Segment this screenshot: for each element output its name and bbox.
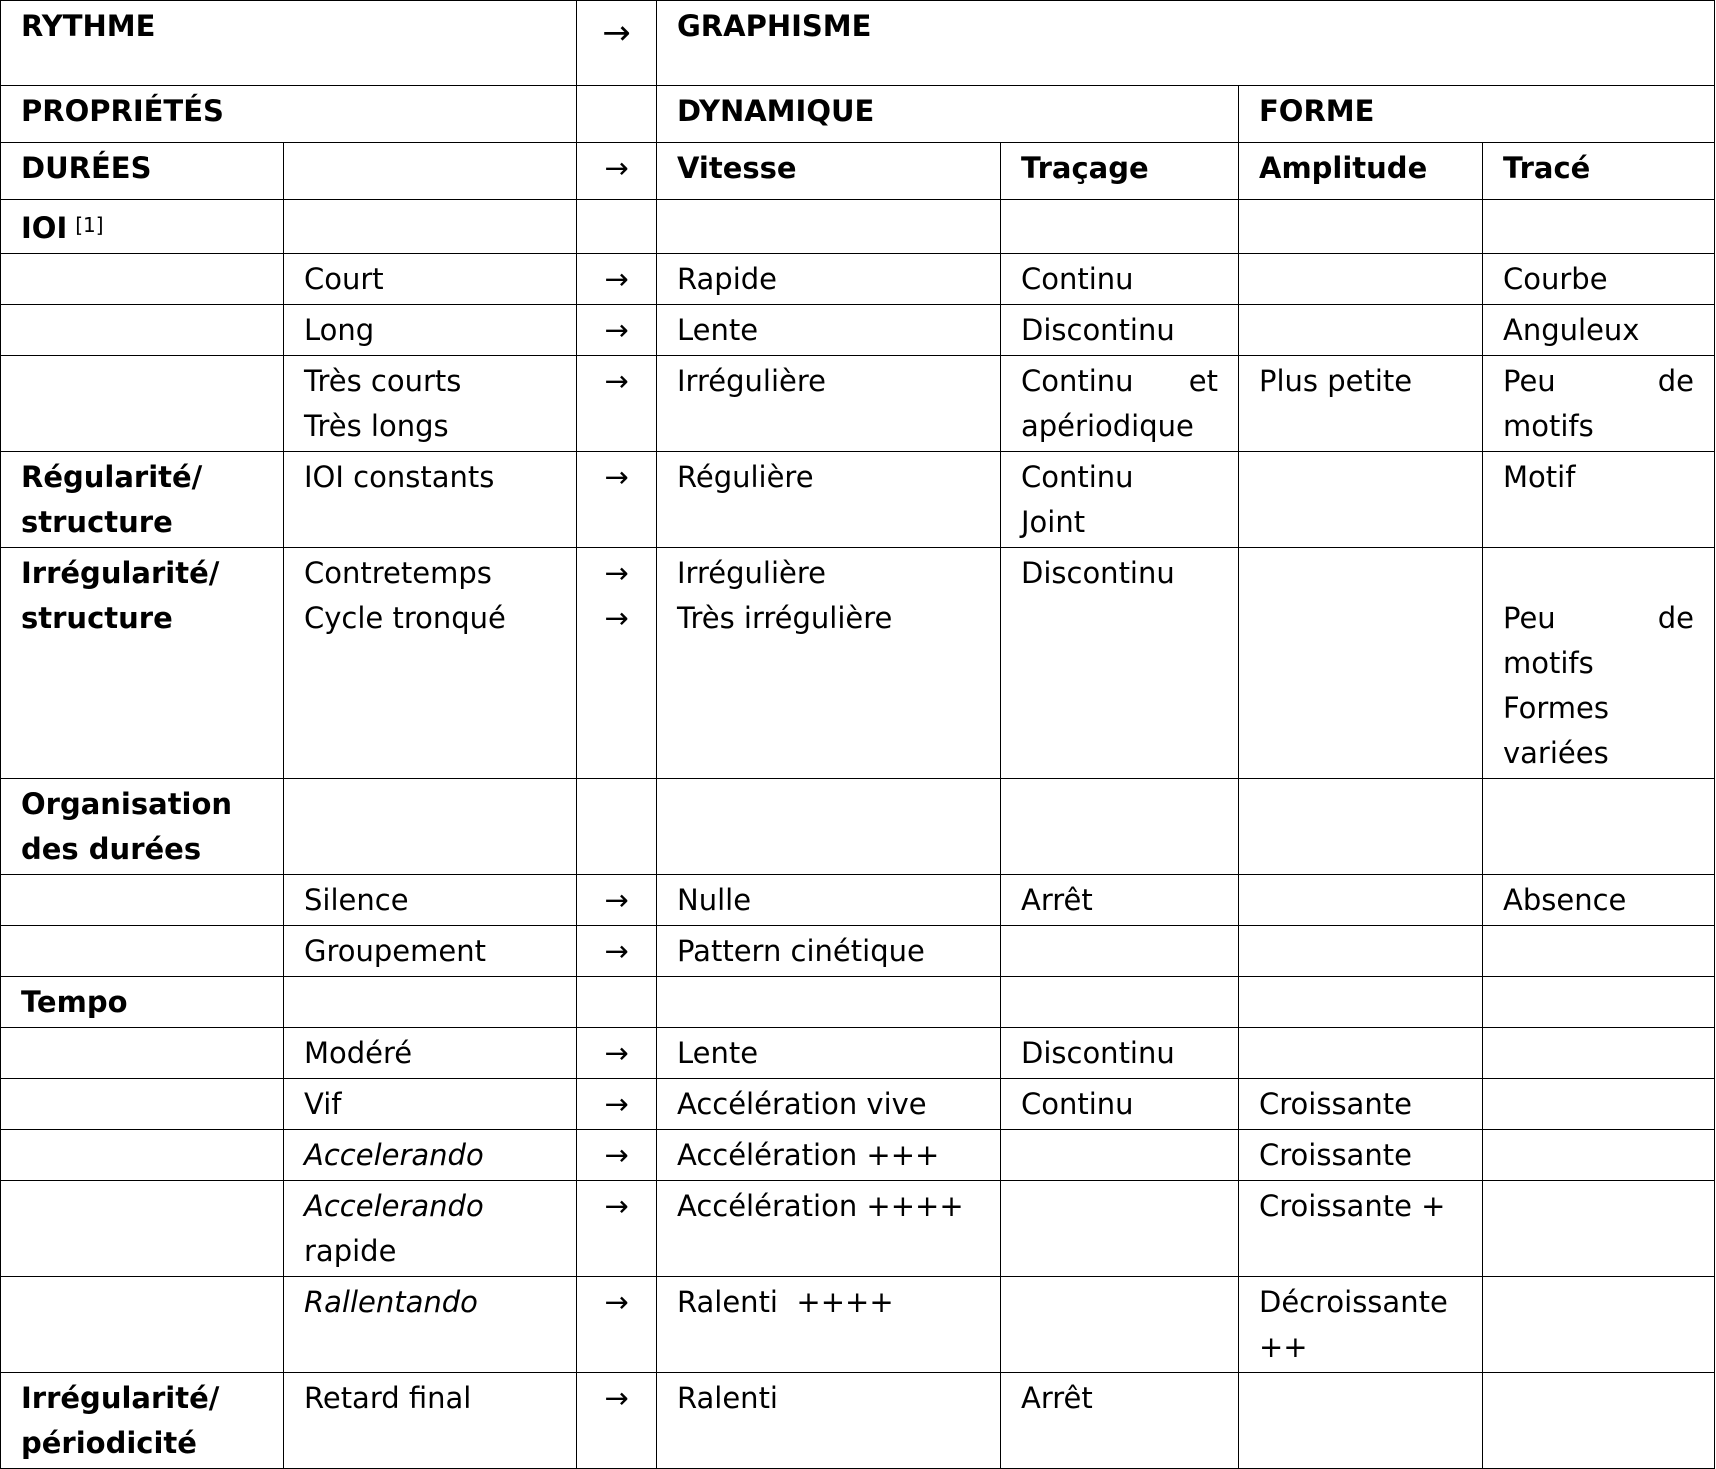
property-line: Très longs	[304, 409, 449, 443]
tracage-cell: Arrêt	[1001, 875, 1239, 926]
table-row	[1, 254, 1715, 305]
arrow-icon: →	[577, 1373, 657, 1469]
arrow-icon: →	[577, 143, 657, 200]
arrow-icon: →	[577, 452, 657, 548]
empty-cell	[1, 1028, 284, 1079]
vitesse-cell: Lente	[657, 305, 1001, 356]
table-row	[1, 1373, 1715, 1469]
forme-heading: FORME	[1239, 86, 1715, 143]
table-row	[1, 1130, 1715, 1181]
table-row	[1, 200, 1715, 254]
empty-cell	[657, 977, 1001, 1028]
vitesse-cell	[657, 548, 1001, 779]
arrow-icon: →	[577, 254, 657, 305]
table-row	[1, 305, 1715, 356]
column-header-row	[1, 143, 1715, 200]
trace-line: motifs	[1503, 646, 1594, 680]
table-row	[1, 1028, 1715, 1079]
empty-cell	[1001, 926, 1239, 977]
tracage-heading: Traçage	[1001, 143, 1239, 200]
arrow-icon: →	[577, 1277, 657, 1373]
arrow-icon: →	[577, 1079, 657, 1130]
tracage-cell: Discontinu	[1001, 1028, 1239, 1079]
amplitude-cell: Croissante	[1239, 1079, 1483, 1130]
trace-line: Peu de	[1503, 364, 1695, 398]
vitesse-cell: Accélération vive	[657, 1079, 1001, 1130]
empty-cell	[1239, 1373, 1483, 1469]
arrow-icon: →	[577, 1, 657, 86]
empty-cell	[1483, 977, 1715, 1028]
empty-cell	[577, 779, 657, 875]
table-row	[1, 977, 1715, 1028]
arrow-icon: →	[604, 601, 629, 635]
section-label	[1, 1373, 284, 1469]
property-cell: Rallentando	[284, 1277, 577, 1373]
empty-cell	[1001, 1181, 1239, 1277]
section-label	[1, 779, 284, 875]
empty-cell	[1, 1079, 284, 1130]
tracage-line: Joint	[1021, 505, 1086, 539]
empty-cell	[1, 1181, 284, 1277]
property-cell: Long	[284, 305, 577, 356]
amplitude-cell	[1239, 1277, 1483, 1373]
empty-cell	[1483, 1181, 1715, 1277]
empty-cell	[284, 200, 577, 254]
property-cell: IOI constants	[284, 452, 577, 548]
vitesse-cell: Nulle	[657, 875, 1001, 926]
table-row	[1, 356, 1715, 452]
arrow-icon: →	[577, 356, 657, 452]
property-cell: Modéré	[284, 1028, 577, 1079]
property-cell	[284, 548, 577, 779]
trace-line: variées	[1503, 736, 1609, 770]
trace-line: Peu de	[1503, 601, 1695, 635]
tracage-line: Continu et	[1021, 364, 1218, 398]
property-cell: Vif	[284, 1079, 577, 1130]
arrow-icon: →	[577, 305, 657, 356]
property-cell	[284, 356, 577, 452]
label-line: structure	[21, 505, 173, 539]
vitesse-cell: Ralenti ++++	[657, 1277, 1001, 1373]
empty-cell	[1, 356, 284, 452]
amplitude-line: ++	[1259, 1330, 1308, 1364]
empty-cell	[284, 143, 577, 200]
title-row	[1, 1, 1715, 86]
vitesse-cell: Accélération ++++	[657, 1181, 1001, 1277]
footnote-ref: [1]	[75, 213, 104, 237]
empty-cell	[1, 305, 284, 356]
empty-cell	[1483, 1277, 1715, 1373]
empty-cell	[657, 200, 1001, 254]
property-cell: Groupement	[284, 926, 577, 977]
vitesse-cell: Ralenti	[657, 1373, 1001, 1469]
rythme-heading: RYTHME	[1, 1, 577, 86]
empty-cell	[1483, 926, 1715, 977]
property-cell: Court	[284, 254, 577, 305]
empty-cell	[284, 977, 577, 1028]
empty-cell	[1, 254, 284, 305]
empty-cell	[577, 200, 657, 254]
amplitude-cell: Croissante +	[1239, 1181, 1483, 1277]
tracage-line: apériodique	[1021, 409, 1194, 443]
amplitude-cell: Croissante	[1239, 1130, 1483, 1181]
label-line: des durées	[21, 832, 202, 866]
empty-cell	[1001, 1277, 1239, 1373]
empty-cell	[1239, 875, 1483, 926]
empty-cell	[1239, 452, 1483, 548]
vitesse-line: Très irrégulière	[677, 601, 893, 635]
tracage-line: Continu	[1021, 460, 1134, 494]
table-row	[1, 452, 1715, 548]
property-line: Contretemps	[304, 556, 492, 590]
label-line: Irrégularité/	[21, 556, 220, 590]
label-line: structure	[21, 601, 173, 635]
arrow-icon: →	[604, 556, 629, 590]
empty-cell	[1483, 1373, 1715, 1469]
table-row	[1, 548, 1715, 779]
empty-cell	[1001, 1130, 1239, 1181]
empty-cell	[1239, 200, 1483, 254]
tracage-cell: Arrêt	[1001, 1373, 1239, 1469]
table-row	[1, 926, 1715, 977]
empty-cell	[1239, 254, 1483, 305]
trace-heading: Tracé	[1483, 143, 1715, 200]
property-cell: Retard final	[284, 1373, 577, 1469]
empty-cell	[1239, 548, 1483, 779]
arrow-icon: →	[577, 875, 657, 926]
vitesse-cell: Pattern cinétique	[657, 926, 1001, 977]
section-label	[1, 452, 284, 548]
empty-cell	[1001, 200, 1239, 254]
label-line: Régularité/	[21, 460, 203, 494]
empty-cell	[1483, 1079, 1715, 1130]
tracage-cell	[1001, 356, 1239, 452]
empty-cell	[284, 779, 577, 875]
empty-cell	[1239, 926, 1483, 977]
amplitude-line: Décroissante	[1259, 1285, 1448, 1319]
section-label	[1, 200, 284, 254]
vitesse-cell: Rapide	[657, 254, 1001, 305]
trace-line: Formes	[1503, 691, 1610, 725]
trace-cell: Anguleux	[1483, 305, 1715, 356]
trace-cell	[1483, 548, 1715, 779]
tracage-cell: Continu	[1001, 254, 1239, 305]
empty-cell	[1, 1130, 284, 1181]
table-row	[1, 1181, 1715, 1277]
table-row	[1, 1277, 1715, 1373]
table-row	[1, 1079, 1715, 1130]
dynamique-heading: DYNAMIQUE	[657, 86, 1239, 143]
trace-cell: Courbe	[1483, 254, 1715, 305]
property-line: rapide	[304, 1234, 397, 1268]
section-label: Tempo	[1, 977, 284, 1028]
property-cell	[284, 1181, 577, 1277]
empty-cell	[1001, 977, 1239, 1028]
property-line: Très courts	[304, 364, 462, 398]
table-row	[1, 875, 1715, 926]
arrow-icon: →	[577, 1130, 657, 1181]
section-label	[1, 548, 284, 779]
vitesse-cell: Accélération +++	[657, 1130, 1001, 1181]
trace-cell: Motif	[1483, 452, 1715, 548]
empty-cell	[1483, 1028, 1715, 1079]
vitesse-cell: Irrégulière	[657, 356, 1001, 452]
vitesse-cell: Lente	[657, 1028, 1001, 1079]
vitesse-cell: Régulière	[657, 452, 1001, 548]
group-header-row	[1, 86, 1715, 143]
graphisme-heading: GRAPHISME	[657, 1, 1715, 86]
arrow-icon: →	[577, 926, 657, 977]
tracage-cell: Discontinu	[1001, 548, 1239, 779]
empty-cell	[1483, 200, 1715, 254]
table-row	[1, 779, 1715, 875]
amplitude-heading: Amplitude	[1239, 143, 1483, 200]
empty-cell	[657, 779, 1001, 875]
label-line: Organisation	[21, 787, 233, 821]
vitesse-line: Irrégulière	[677, 556, 826, 590]
trace-cell: Absence	[1483, 875, 1715, 926]
empty-cell	[577, 977, 657, 1028]
trace-line: motifs	[1503, 409, 1594, 443]
arrow-icon: →	[577, 1028, 657, 1079]
empty-cell	[1239, 1028, 1483, 1079]
empty-cell	[1483, 779, 1715, 875]
property-line: Cycle tronqué	[304, 601, 506, 635]
property-line: Accelerando	[304, 1189, 484, 1223]
label-line: Irrégularité/	[21, 1381, 220, 1415]
tracage-cell	[1001, 452, 1239, 548]
amplitude-cell: Plus petite	[1239, 356, 1483, 452]
empty-cell	[1239, 779, 1483, 875]
tracage-cell: Continu	[1001, 1079, 1239, 1130]
durees-heading: DURÉES	[1, 143, 284, 200]
trace-cell	[1483, 356, 1715, 452]
empty-cell	[1, 875, 284, 926]
arrow-icon: →	[577, 1181, 657, 1277]
property-cell: Silence	[284, 875, 577, 926]
empty-cell	[1483, 1130, 1715, 1181]
arrow-cell	[577, 548, 657, 779]
empty-cell	[1239, 977, 1483, 1028]
tracage-cell: Discontinu	[1001, 305, 1239, 356]
empty-cell	[1, 926, 284, 977]
label-line: périodicité	[21, 1426, 197, 1460]
proprietes-heading: PROPRIÉTÉS	[1, 86, 577, 143]
empty-cell	[1239, 305, 1483, 356]
empty-cell	[1, 1277, 284, 1373]
ioi-label: IOI	[21, 211, 68, 245]
vitesse-heading: Vitesse	[657, 143, 1001, 200]
empty-cell	[1001, 779, 1239, 875]
property-cell: Accelerando	[284, 1130, 577, 1181]
empty-cell	[577, 86, 657, 143]
